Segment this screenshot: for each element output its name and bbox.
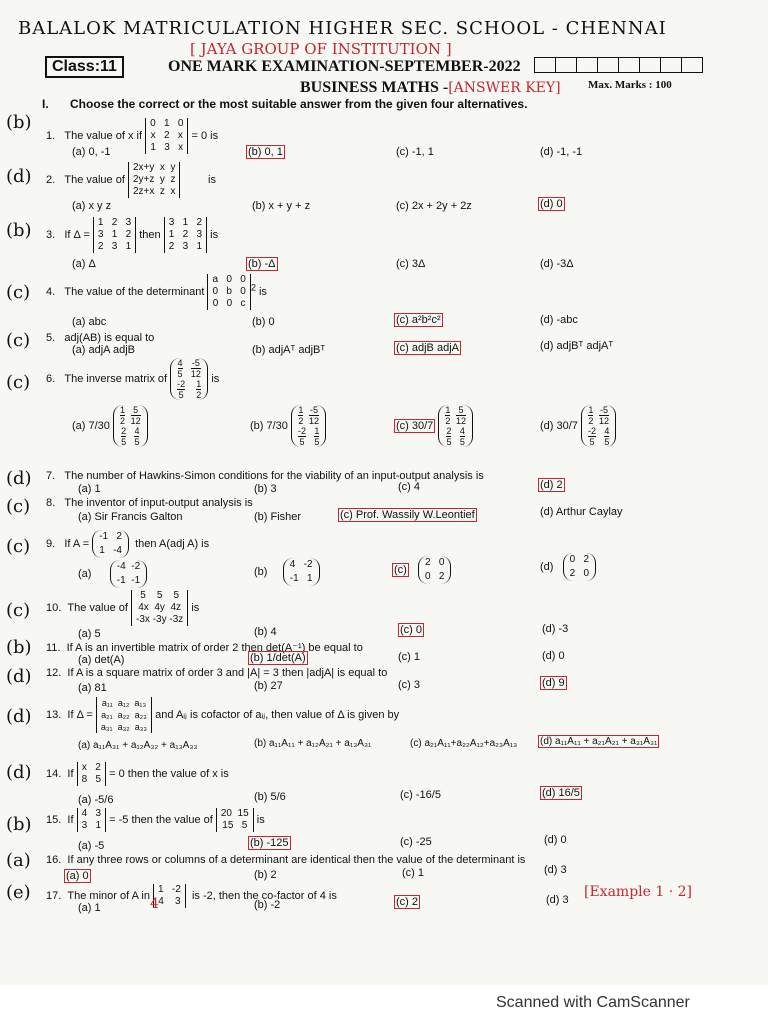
answer-mark-17: (e) — [6, 882, 31, 903]
option-11c: (c) 1 — [398, 651, 420, 663]
question-4: 4. The value of the determinant a 0 0 0 b 0 0 0 c $^2$ is — [46, 274, 267, 309]
question-11: 11. If A is an invertible matrix of order 2 then det(A⁻¹) be equal to — [46, 642, 363, 654]
option-9d: (d) 0 2 2 0 — [540, 553, 596, 581]
group-name: [ JAYA GROUP OF INSTITUTION ] — [190, 40, 452, 58]
option-12d: (d) 9 — [542, 677, 565, 689]
matrix: 2 0 0 2 — [418, 556, 451, 584]
section-number: I. — [42, 97, 49, 111]
option-5c: (c) adjB adjA — [396, 342, 459, 354]
option-3b: (b) -Δ — [248, 258, 276, 270]
option-11d: (d) 0 — [542, 650, 565, 662]
determinant: a 0 0 0 b 0 0 0 c — [207, 274, 250, 310]
register-boxes — [534, 57, 703, 73]
answer-mark-10: (c) — [6, 600, 31, 621]
option-6a: (a) 7/30 $\frac{1}{2}$ $\frac{5}{12}$ $\frac{2}{5}$ $\frac{4}{5}$ — [72, 405, 148, 447]
answer-mark-2: (d) — [6, 166, 32, 187]
answer-mark-7: (d) — [6, 468, 32, 489]
answer-mark-8: (c) — [6, 496, 31, 517]
determinant: 0 1 0 x 2 x 1 3 x — [145, 118, 188, 154]
answer-mark-14: (d) — [6, 762, 32, 783]
option-6d: (d) 30/7 $\frac{1}{2}$ $\frac{-5}{12}$ $\frac{-2}{5}$ $\frac{4}{5}$ — [540, 405, 616, 447]
question-8: 8. The inventor of input-output analysis is — [46, 497, 253, 509]
matrix: $\frac{1}{2}$ $\frac{-5}{12}$ $\frac{-2}{5}$ $\frac{4}{5}$ — [581, 405, 616, 447]
option-14b: (b) 5/6 — [254, 791, 286, 803]
option-17d: (d) 3 — [546, 894, 569, 906]
question-16: 16. If any three rows or columns of a determinant are identical then the value of the determinant is — [46, 854, 526, 866]
option-13d: (d) a₁₁A₁₁ + a₂₁A₂₁ + a₃₁A₃₁ — [540, 736, 658, 747]
answer-mark-12: (d) — [6, 666, 32, 687]
option-17b: (b) -2 — [254, 899, 281, 911]
question-14: 14. If x 2 8 5 = 0 then the value of x is — [46, 762, 229, 785]
answer-mark-13: (d) — [6, 706, 32, 727]
answer-mark-9: (c) — [6, 536, 31, 557]
determinant: a₁₁ a₁₂ a₁₃ a₂₁ a₂₂ a₂₃ a₃₁ a₃₂ a₃₃ — [96, 697, 152, 733]
option-11a: (a) det(A) — [78, 654, 125, 666]
class-label: Class:11 — [45, 56, 124, 78]
option-6b: (b) 7/30 $\frac{1}{2}$ $\frac{-5}{12}$ $\frac{-2}{5}$ $\frac{1}{5}$ — [250, 405, 326, 447]
option-14c: (c) -16/5 — [400, 789, 441, 801]
matrix: -1 2 1 -4 — [92, 530, 129, 558]
option-12a: (a) 81 — [78, 682, 107, 694]
option-1c: (c) -1, 1 — [396, 146, 434, 158]
option-4c: (c) a²b²c² — [396, 314, 441, 326]
option-4a: (a) abc — [72, 316, 107, 328]
scanner-watermark: Scanned with CamScanner — [496, 994, 690, 1011]
option-4b: (b) 0 — [252, 316, 275, 328]
answer-mark-15: (b) — [6, 814, 32, 835]
option-10c: (c) 0 — [400, 624, 422, 636]
answer-mark-5: (c) — [6, 330, 31, 351]
matrix: $\frac{1}{2}$ $\frac{-5}{12}$ $\frac{-2}{5}$ $\frac{1}{5}$ — [291, 405, 326, 447]
option-15b: (b) -125 — [250, 837, 289, 849]
question-5: 5. adj(AB) is equal to — [46, 332, 155, 344]
option-3c: (c) 3Δ — [396, 258, 426, 270]
option-3a: (a) Δ — [72, 258, 96, 270]
option-3d: (d) -3Δ — [540, 258, 574, 270]
determinant: 3 1 2 1 2 3 2 3 1 — [164, 217, 207, 253]
option-8b: (b) Fisher — [254, 511, 302, 523]
option-16d: (d) 3 — [544, 864, 567, 876]
option-14a: (a) -5/6 — [78, 794, 114, 806]
option-5a: (a) adjA adjB — [72, 344, 135, 356]
option-15c: (c) -25 — [400, 836, 432, 848]
option-8a: (a) Sir Francis Galton — [78, 511, 183, 523]
option-4d: (d) -abc — [540, 314, 578, 326]
option-13b: (b) a₁₁A₁₁ + a₁₂A₂₁ + a₁₃A₃₁ — [254, 738, 372, 749]
option-2c: (c) 2x + 2y + 2z — [396, 200, 472, 212]
option-6c: (c) 30/7 $\frac{1}{2}$ $\frac{5}{12}$ $\frac{2}{5}$ $\frac{4}{5}$ — [394, 405, 473, 447]
question-6: 6. The inverse matrix of $\frac{4}{5}$ $\frac{-5}{12}$ $\frac{-2}{5}$ $\frac{1}{2}$ is — [46, 358, 220, 400]
school-name: BALALOK MATRICULATION HIGHER SEC. SCHOOL - CHENNAI — [18, 18, 667, 39]
matrix: 4 -2 -1 1 — [283, 558, 320, 586]
question-15: 15. If 4 3 3 1 = -5 then the value of 20 15 15 5 is — [46, 808, 265, 831]
question-9: 9. If A = -1 2 1 -4 then A(adj A) is — [46, 531, 210, 556]
question-3: 3. If Δ = 1 2 3 3 1 2 2 3 1 then 3 1 2 1 2 3 2 3 1 is — [46, 217, 219, 252]
exam-title: ONE MARK EXAMINATION-SEPTEMBER-2022 — [168, 58, 521, 75]
option-7d: (d) 2 — [540, 479, 563, 491]
option-10b: (b) 4 — [254, 626, 277, 638]
section-instruction: Choose the correct or the most suitable answer from the given four alternatives. — [70, 97, 528, 111]
option-12c: (c) 3 — [398, 679, 420, 691]
example-note: [Example 1 · 2] — [584, 884, 693, 900]
option-10a: (a) 5 — [78, 628, 101, 640]
option-9a: (a) -4 -2 -1 -1 — [78, 560, 147, 588]
question-13: 13. If Δ = a₁₁ a₁₂ a₁₃ a₂₁ a₂₂ a₂₃ a₃₁ a₃₂ a₃₃ and Aᵢⱼ is cofactor of aᵢⱼ, then value of Δ is given by — [46, 698, 400, 732]
option-2d: (d) 0 — [540, 198, 563, 210]
answer-mark-16: (a) — [6, 850, 31, 871]
determinant: 20 15 15 5 — [216, 808, 254, 832]
option-8d: (d) Arthur Caylay — [540, 506, 623, 518]
option-1a: (a) 0, -1 — [72, 146, 111, 158]
matrix: $\frac{4}{5}$ $\frac{-5}{12}$ $\frac{-2}{5}$ $\frac{1}{2}$ — [170, 358, 208, 400]
determinant: 1 -2 4 3 — [153, 884, 186, 908]
matrix: $\frac{1}{2}$ $\frac{5}{12}$ $\frac{2}{5}$ $\frac{4}{5}$ — [113, 405, 148, 447]
option-5d: (d) adjBᵀ adjAᵀ — [540, 340, 614, 352]
matrix: 0 2 2 0 — [563, 553, 596, 581]
option-1d: (d) -1, -1 — [540, 146, 583, 158]
determinant: 1 2 3 3 1 2 2 3 1 — [93, 217, 136, 253]
question-12: 12. If A is a square matrix of order 3 and |A| = 3 then |adjA| is equal to — [46, 667, 388, 679]
option-15d: (d) 0 — [544, 834, 567, 846]
option-16a: (a) 0 — [66, 870, 89, 882]
determinant: 2x+y x y 2y+z y z 2z+x z x — [128, 162, 181, 198]
option-5b: (b) adjAᵀ adjBᵀ — [252, 344, 326, 356]
option-2b: (b) x + y + z — [252, 200, 311, 212]
option-10d: (d) -3 — [542, 623, 569, 635]
option-9b: (b) 4 -2 -1 1 — [254, 558, 320, 586]
question-7: 7. The number of Hawkins-Simon conditions for the viability of an input-output analysis is — [46, 470, 484, 482]
option-7a: (a) 1 — [78, 483, 101, 495]
max-marks: Max. Marks : 100 — [588, 79, 672, 91]
answer-mark-4: (c) — [6, 282, 31, 303]
option-13c: (c) a₂₁A₁₁+a₂₂A₁₂+a₂₃A₁₃ — [410, 738, 518, 749]
option-17c: (c) 2 — [396, 896, 418, 908]
question-2: 2. The value of 2x+y x y 2y+z y z 2z+x z x is — [46, 162, 216, 197]
option-12b: (b) 27 — [254, 680, 283, 692]
handwritten-4: 4 — [150, 896, 159, 912]
option-9c: (c) 2 0 0 2 — [392, 556, 451, 584]
subject-title: BUSINESS MATHS -[ANSWER KEY] — [300, 79, 561, 96]
option-8c: (c) Prof. Wassily W.Leontief — [340, 509, 475, 521]
answer-mark-1: (b) — [6, 112, 32, 133]
question-1: 1. The value of x if 0 1 0 x 2 x 1 3 x = 0 is — [46, 118, 219, 153]
option-16b: (b) 2 — [254, 869, 277, 881]
determinant: x 2 8 5 — [77, 762, 106, 786]
question-10: 10. The value of 5 5 5 4x 4y 4z -3x -3y -3z is — [46, 590, 200, 625]
option-2a: (a) x y z — [72, 200, 112, 212]
option-17a: (a) 1 — [78, 902, 101, 914]
option-11b: (b) 1/det(A) — [250, 652, 306, 664]
option-16c: (c) 1 — [402, 867, 424, 879]
determinant: 4 3 3 1 — [77, 808, 106, 832]
matrix: -4 -2 -1 -1 — [110, 560, 147, 588]
option-7c: (c) 4 — [398, 481, 420, 493]
answer-mark-3: (b) — [6, 220, 32, 241]
answer-mark-6: (c) — [6, 372, 31, 393]
matrix: $\frac{1}{2}$ $\frac{5}{12}$ $\frac{2}{5}$ $\frac{4}{5}$ — [438, 405, 473, 447]
option-1b: (b) 0, 1 — [248, 146, 283, 158]
option-7b: (b) 3 — [254, 483, 277, 495]
option-13a: (a) a₁₁A₃₁ + a₁₂A₃₂ + a₁₃A₃₃ — [78, 740, 198, 751]
option-14d: (d) 16/5 — [542, 787, 580, 799]
answer-mark-11: (b) — [6, 637, 32, 658]
question-17: 17. The minor of A in 1 -2 4 3 is -2, then the co-factor of 4 is — [46, 884, 337, 907]
determinant: 5 5 5 4x 4y 4z -3x -3y -3z — [131, 590, 188, 626]
option-15a: (a) -5 — [78, 840, 105, 852]
